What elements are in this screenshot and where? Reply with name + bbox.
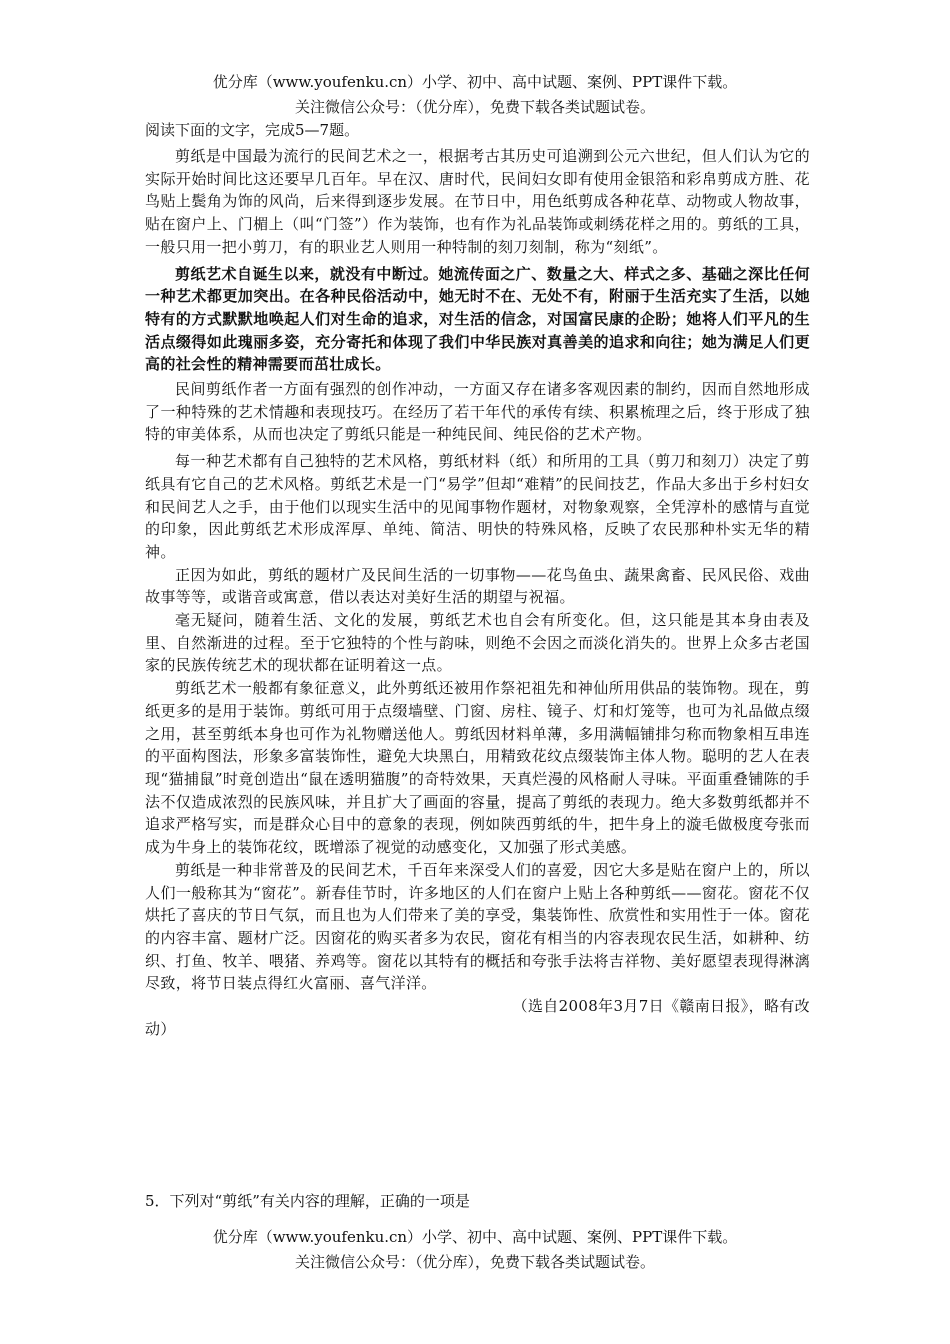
paragraph-1: 剪纸是中国最为流行的民间艺术之一，根据考古其历史可追溯到公元六世纪，但人们认为它的实际开始时间比这还要早几百年。早在汉、唐时代，民间妇女即有使用金银箔和彩帛剪成方胜、花鸟贴上鬓角为饰的风尚，后来得到逐步发展。在节日中，用色纸剪成各种花草、动物或人物故事，贴在窗户上、门楣上（叫“门签”）作为装饰，也有作为礼品装饰或刺绣花样之用的。剪纸的工具，一般只用一把小剪刀，有的职业艺人则用一种特制的刻刀刻制，称为“刻纸”。	[145, 147, 810, 256]
paragraph-7: 剪纸艺术一般都有象征意义，此外剪纸还被用作祭祀祖先和神仙所用供品的装饰物。现在，剪纸更多的是用于装饰。剪纸可用于点缀墙壁、门窗、房柱、镜子、灯和灯笼等，也可为礼品做点缀之用，甚至剪纸本身也可作为礼物赠送他人。剪纸因材料单薄，多用满幅铺排匀称而物象相互串连的平面构图法，形象多富装饰性，避免大块黑白，用精致花纹点缀装饰主体人物。聪明的艺人在表现“猫捕鼠”时竟创造出“鼠在透明猫腹”的奇特效果，天真烂漫的风格耐人寻味。平面重叠铺陈的手法不仅造成浓烈的民族风味，并且扩大了画面的容量，提高了剪纸的表现力。绝大多数剪纸都并不追求严格写实，而是群众心目中的意象的表现，例如陕西剪纸的牛，把牛身上的漩毛做极度夸张而成为牛身上的装饰花纹，既增添了视觉的动感变化，又加强了形式美感。	[145, 679, 810, 857]
source-citation-continued: 动）	[145, 1019, 176, 1038]
paragraph-4: 每一种艺术都有自己独特的艺术风格，剪纸材料（纸）和所用的工具（剪刀和刻刀）决定了剪纸具有它自己的艺术风格。剪纸艺术是一门“易学”但却“难精”的民间技艺，作品大多出于乡村妇女和民间艺人之手，由于他们以现实生活中的见闻事物作题材，对物象观察，全凭淳朴的感情与直觉的印象，因此剪纸艺术形成浑厚、单纯、简洁、明快的特殊风格，反映了农民那种朴实无华的精神。	[145, 452, 810, 561]
paragraph-8: 剪纸是一种非常普及的民间艺术，千百年来深受人们的喜爱，因它大多是贴在窗户上的，所以人们一般称其为“窗花”。新春佳节时，许多地区的人们在窗户上贴上各种剪纸——窗花。窗花不仅烘托了喜庆的节日气氛，而且也为人们带来了美的享受，集装饰性、欣赏性和实用性于一体。窗花的内容丰富、题材广泛。因窗花的购买者多为农民，窗花有相当的内容表现农民生活，如耕种、纺织、打鱼、牧羊、喂猪、养鸡等。窗花以其特有的概括和夸张手法将吉祥物、美好愿望表现得淋漓尽致，将节日装点得红火富丽、喜气洋洋。	[145, 860, 810, 993]
header-line-2: 关注微信公众号：（优分库），免费下载各类试题试卷。	[294, 98, 655, 116]
paragraph-6: 毫无疑问，随着生活、文化的发展，剪纸艺术也自会有所变化。但，这只能是其本身由表及里、自然渐进的过程。至于它独特的个性与韵味，则绝不会因之而淡化消失的。世界上众多古老国家的民族传统艺术的现状都在证明着这一点。	[145, 611, 810, 675]
header-line-1: 优分库（www.youfenku.cn）小学、初中、高中试题、案例、PPT课件下载。	[212, 73, 738, 91]
question-5: 5．下列对“剪纸”有关内容的理解，正确的一项是	[145, 1192, 470, 1210]
article-body	[145, 145, 810, 1040]
paragraph-2-bold: 剪纸艺术自诞生以来，就没有中断过。她流传面之广、数量之大、样式之多、基础之深比任何一种艺术都更加突出。在各种民俗活动中，她无时不在、无处不有，附丽于生活充实了生活，以她特有的方式默默地唤起人们对生命的追求，对生活的信念，对国富民康的企盼；她将人们平凡的生活点缀得如此瑰丽多姿，充分寄托和体现了我们中华民族对真善美的追求和向往；她为满足人们更高的社会性的精神需要而茁壮成长。	[145, 264, 810, 374]
reading-instruction: 阅读下面的文字，完成5—7题。	[145, 121, 360, 139]
footer-line-1: 优分库（www.youfenku.cn）小学、初中、高中试题、案例、PPT课件下载。	[212, 1228, 738, 1246]
paragraph-3: 民间剪纸作者一方面有强烈的创作冲动，一方面又存在诸多客观因素的制约，因而自然地形成了一种特殊的艺术情趣和表现技巧。在经历了若干年代的承传有续、积累梳理之后，终于形成了独特的审美体系，从而也决定了剪纸只能是一种纯民间、纯民俗的艺术产物。	[145, 380, 810, 444]
footer-line-2: 关注微信公众号：（优分库），免费下载各类试题试卷。	[294, 1253, 655, 1271]
source-citation: （选自2008年3月7日《赣南日报》，略有改	[512, 997, 810, 1016]
paragraph-5: 正因为如此，剪纸的题材广及民间生活的一切事物——花鸟鱼虫、蔬果禽畜、民风民俗、戏曲故事等等，或谐音或寓意，借以表达对美好生活的期望与祝福。	[145, 565, 810, 607]
